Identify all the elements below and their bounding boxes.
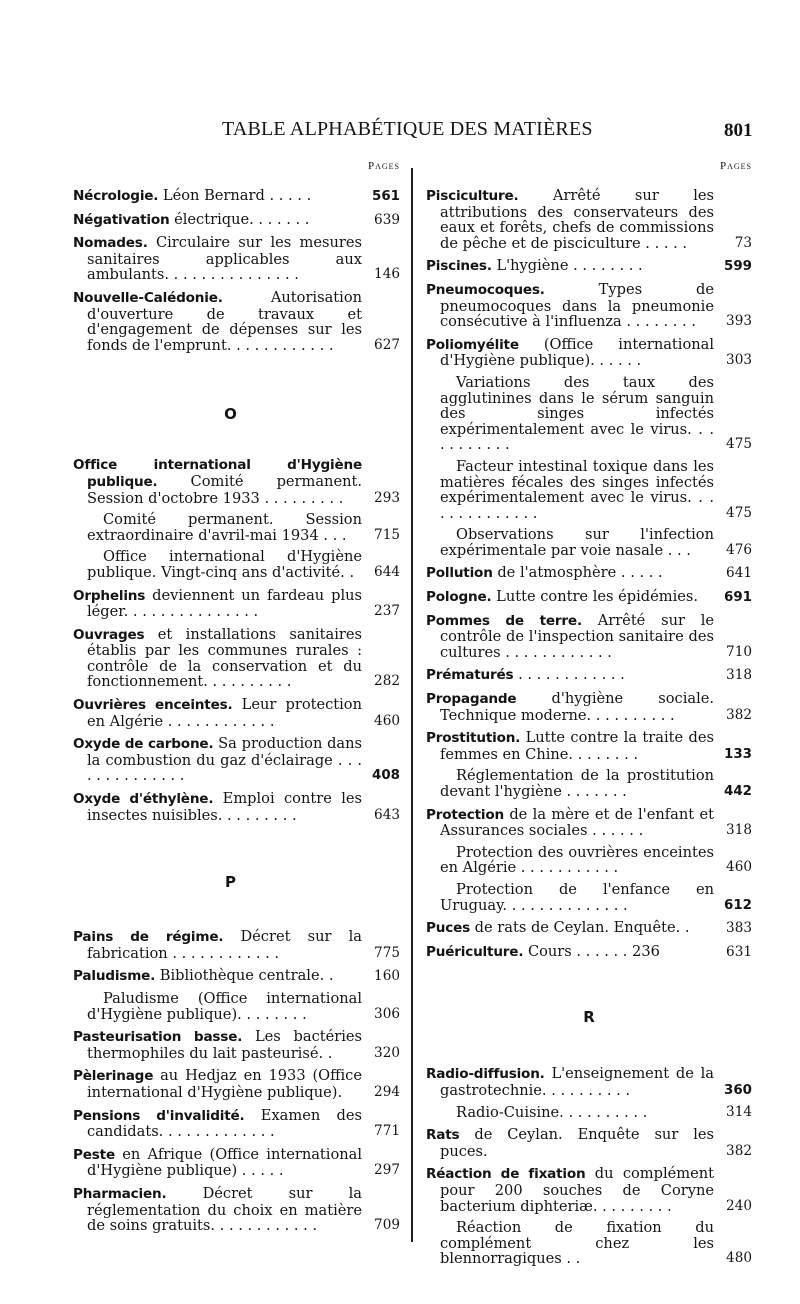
entry-description: et installations sanitaires établis par les communes rurales : contrôle de la conservation et du fonctionnement. . . . . . . . . . xyxy=(87,625,362,691)
entry-text xyxy=(73,1108,400,1140)
entry-text xyxy=(426,613,752,661)
entry-page-number: 475 xyxy=(726,504,752,521)
entry-description: Cours . . . . . . 236 xyxy=(527,942,660,960)
entry-heading: Pisciculture. xyxy=(426,188,519,204)
entry-description: Office international d'Hygiène publique. Vingt-cinq ans d'activité. . xyxy=(87,548,362,581)
index-entry xyxy=(426,920,752,937)
entry-page-number: 303 xyxy=(726,352,752,369)
index-entry xyxy=(73,235,400,283)
entry-heading: Nouvelle-Calédonie. xyxy=(73,289,223,306)
index-entry xyxy=(73,1068,400,1100)
entry-page-number: 293 xyxy=(374,489,400,506)
entry-text xyxy=(73,1068,400,1100)
index-entry xyxy=(73,549,400,580)
index-entry xyxy=(73,736,400,784)
entry-heading: Piscines. xyxy=(426,258,492,275)
entry-heading: Pollution xyxy=(426,565,493,582)
index-entry xyxy=(73,991,400,1022)
entry-page-number: 408 xyxy=(372,768,400,784)
index-entry xyxy=(426,691,752,723)
entry-text xyxy=(73,968,400,985)
entry-description: Radio-Cuisine. . . . . . . . . . xyxy=(456,1103,648,1121)
index-entry xyxy=(426,807,752,839)
entry-heading: Oxyde d'éthylène. xyxy=(73,791,214,808)
entry-description: Leur protection en Algérie . . . . . . . . . . . . xyxy=(87,696,362,730)
entry-heading: Pologne. xyxy=(426,589,492,606)
entry-page-number: 318 xyxy=(726,667,752,684)
index-entry xyxy=(426,845,752,876)
entry-description: . . . . . . . . . . . . xyxy=(518,666,625,684)
entry-text xyxy=(426,527,752,558)
entry-heading: Puériculture. xyxy=(426,943,524,960)
entry-page-number: 644 xyxy=(374,563,400,580)
entry-description: Examen des candidats. . . . . . . . . . . . . xyxy=(87,1106,362,1141)
entry-text xyxy=(73,457,400,506)
entry-heading: Propagande xyxy=(426,691,517,708)
entry-text xyxy=(73,235,400,283)
entry-description: Observations sur l'infection expérimentale par voie nasale . . . xyxy=(440,526,714,559)
entry-page-number: 314 xyxy=(726,1103,752,1120)
index-entry xyxy=(426,375,752,453)
entry-page-number: 771 xyxy=(374,1123,400,1140)
entry-text xyxy=(73,736,400,784)
entry-description: Protection des ouvrières enceintes en Algérie . . . . . . . . . . . xyxy=(440,843,714,877)
entry-description: de l'atmosphère . . . . . xyxy=(497,564,663,582)
entry-description: Types de pneumocoques dans la pneumonie consécutive à l'influenza . . . . . . . . xyxy=(440,280,714,331)
r-entries xyxy=(426,1066,752,1267)
entry-text xyxy=(426,667,752,684)
index-entry xyxy=(426,527,752,558)
entry-page-number: 476 xyxy=(726,541,752,558)
entry-description: Arrêté sur le contrôle de l'inspection sanitaire des cultures . . . . . . . . . . . . xyxy=(440,611,715,661)
entry-heading: Poliomyélite xyxy=(426,336,519,353)
entry-page-number: 639 xyxy=(374,211,400,228)
entry-page-number: 360 xyxy=(724,1082,752,1098)
entry-text xyxy=(426,944,752,961)
entry-description: Emploi contre les insectes nuisibles. . . . . . . . . xyxy=(87,790,362,824)
entry-description: deviennent un fardeau plus léger. . . . . . . . . . . . . . . xyxy=(87,586,362,621)
entry-page-number: 709 xyxy=(374,1217,400,1234)
entry-text xyxy=(426,589,752,606)
entry-heading: Prématurés xyxy=(426,667,514,684)
entry-heading: Pains de régime. xyxy=(73,929,224,946)
entry-heading: Peste xyxy=(73,1146,115,1163)
entry-page-number: 393 xyxy=(726,313,752,330)
entry-description: Les bactéries thermophiles du lait pasteurisé. . xyxy=(87,1028,363,1062)
entry-heading: Puces xyxy=(426,920,471,937)
entry-heading: Nécrologie. xyxy=(73,188,159,204)
index-entry xyxy=(73,1147,400,1179)
index-entry xyxy=(73,791,400,823)
entry-description: L'enseignement de la gastrotechnie. . . . . . . . . . xyxy=(440,1065,715,1099)
entry-text xyxy=(73,1186,400,1234)
entry-description: Sa production dans la combustion du gaz d'éclairage . . . . . . . . . . . . . . xyxy=(87,735,363,785)
index-entry xyxy=(73,1029,400,1061)
section-letter-p: P xyxy=(225,873,236,892)
p-entries-right xyxy=(426,188,752,960)
entry-description: Autorisation d'ouverture de travaux et d'engagement de dépenses sur les fonds de l'emprunt. . . . . . . . . . . . xyxy=(87,288,362,354)
entry-description: Réaction de fixation du complément chez les blennorragiques . . xyxy=(440,1219,714,1268)
entry-text xyxy=(73,512,400,543)
index-entry xyxy=(426,459,752,521)
entry-text xyxy=(73,627,400,690)
index-entry xyxy=(426,882,752,913)
entry-description: Arrêté sur les attributions des conservateurs des eaux et forêts, chefs de commissions de pêche et de pisciculture . . . . . xyxy=(440,187,714,252)
running-title: TABLE ALPHABÉTIQUE DES MATIÈRES xyxy=(222,118,593,140)
index-entry xyxy=(73,212,400,229)
o-entries xyxy=(73,457,400,823)
entry-description: en Afrique (Office international d'Hygiène publique) . . . . . xyxy=(87,1145,363,1180)
entry-text xyxy=(426,1066,752,1098)
entry-heading: Pharmacien. xyxy=(73,1185,167,1202)
entry-heading: Oxyde de carbone. xyxy=(73,736,214,753)
entry-text xyxy=(426,375,752,453)
entry-page-number: 294 xyxy=(374,1083,400,1100)
entry-page-number: 715 xyxy=(374,526,400,543)
entry-page-number: 133 xyxy=(724,746,752,762)
entry-page-number: 442 xyxy=(724,784,752,799)
entry-text xyxy=(426,1127,752,1159)
p-entries-left xyxy=(73,929,400,1234)
entry-text xyxy=(426,768,752,799)
entry-text xyxy=(73,697,400,729)
entry-description: de Ceylan. Enquête sur les puces. xyxy=(440,1126,715,1160)
entry-page-number: 561 xyxy=(372,189,400,204)
entry-text xyxy=(426,565,752,582)
entry-text xyxy=(73,929,400,961)
entry-text xyxy=(426,337,752,369)
entry-page-number: 627 xyxy=(374,336,400,353)
entry-heading: Office international d'Hygiène publique. xyxy=(73,457,362,490)
entry-text xyxy=(426,845,752,876)
entry-text xyxy=(73,549,400,580)
entry-text xyxy=(73,1147,400,1179)
running-header xyxy=(0,118,800,148)
index-entry xyxy=(426,337,752,369)
entry-heading: Pasteurisation basse. xyxy=(73,1029,243,1046)
entry-description: Facteur intestinal toxique dans les matières fécales des singes infectés expérimentalement avec le virus. . . . . . . . . . . . . . xyxy=(440,457,714,522)
index-entry xyxy=(73,929,400,961)
index-entry xyxy=(426,1105,752,1121)
entry-text xyxy=(73,1029,400,1061)
entry-description: Léon Bernard . . . . . xyxy=(162,187,312,204)
entry-page-number: 318 xyxy=(726,822,752,839)
entry-heading: Paludisme. xyxy=(73,968,156,985)
entry-heading: Prostitution. xyxy=(426,730,521,747)
entry-text xyxy=(426,807,752,839)
entry-page-number: 383 xyxy=(726,920,752,937)
column-divider xyxy=(411,168,413,1242)
entry-page-number: 160 xyxy=(374,968,400,985)
entry-page-number: 691 xyxy=(724,590,752,606)
index-entry xyxy=(426,613,752,661)
entry-text xyxy=(426,459,752,521)
page-number: 801 xyxy=(724,120,753,141)
entry-heading: Pèlerinage xyxy=(73,1068,154,1085)
entry-text xyxy=(426,920,752,937)
entry-description: électrique. . . . . . . xyxy=(174,210,310,228)
entry-text xyxy=(426,730,752,762)
entry-description: Lutte contre les épidémies. xyxy=(496,588,699,606)
entry-heading: Négativation xyxy=(73,211,170,228)
pages-label-right: Pages xyxy=(719,160,752,172)
entry-text xyxy=(426,1166,752,1214)
entry-page-number: 240 xyxy=(726,1197,752,1214)
entry-text xyxy=(73,991,400,1022)
entry-text xyxy=(426,188,752,251)
entry-text xyxy=(426,258,752,275)
index-entry xyxy=(73,627,400,690)
entry-description: au Hedjaz en 1933 (Office international d'Hygiène publique). xyxy=(87,1067,362,1101)
entry-heading: Pneumocoques. xyxy=(426,281,545,298)
entry-page-number: 146 xyxy=(374,266,400,283)
entry-text xyxy=(426,882,752,913)
section-letter-r: R xyxy=(583,1008,595,1027)
n-entries xyxy=(73,188,400,353)
index-entry xyxy=(426,944,752,961)
entry-text xyxy=(426,282,752,330)
left-column xyxy=(73,160,400,1234)
entry-page-number: 73 xyxy=(734,234,752,251)
entry-page-number: 320 xyxy=(374,1044,400,1061)
pages-label: Pages xyxy=(367,160,400,172)
entry-description: Réglementation de la prostitution devant l'hygiène . . . . . . . xyxy=(440,767,714,800)
index-entry xyxy=(73,290,400,353)
entry-description: Lutte contre la traite des femmes en Chine. . . . . . . . xyxy=(440,729,714,763)
index-entry xyxy=(426,282,752,330)
entry-description: du complément pour 200 souches de Coryne bacterium diphteriæ. . . . . . . . . xyxy=(440,1165,715,1215)
index-entry xyxy=(426,258,752,275)
entry-description: d'hygiène sociale. Technique moderne. . . . . . . . . . xyxy=(440,690,715,724)
entry-description: L'hygiène . . . . . . . . xyxy=(496,257,643,275)
entry-description: Circulaire sur les mesures sanitaires applicables aux ambulants. . . . . . . . . . . . . . . xyxy=(87,234,362,284)
entry-text xyxy=(73,290,400,353)
index-entry xyxy=(426,1220,752,1267)
index-entry xyxy=(73,457,400,506)
entry-page-number: 237 xyxy=(374,603,400,620)
entry-description: Paludisme (Office international d'Hygiène publique). . . . . . . . xyxy=(87,990,362,1023)
entry-page-number: 612 xyxy=(724,897,752,913)
right-column xyxy=(426,160,752,1267)
entry-heading: Ouvrières enceintes. xyxy=(73,697,233,714)
entry-description: Décret sur la réglementation du choix en matière de soins gratuits. . . . . . . . . . . . xyxy=(87,1184,363,1235)
entry-heading: Réaction de fixation xyxy=(426,1166,586,1183)
index-entry xyxy=(73,697,400,729)
entry-description: de rats de Ceylan. Enquête. . xyxy=(474,919,690,937)
entry-page-number: 297 xyxy=(374,1162,400,1179)
entry-text xyxy=(73,791,400,823)
entry-page-number: 460 xyxy=(374,712,400,729)
entry-heading: Pommes de terre. xyxy=(426,612,582,629)
entry-heading: Radio-diffusion. xyxy=(426,1066,545,1083)
index-entry xyxy=(426,1127,752,1159)
index-entry xyxy=(426,1166,752,1214)
index-entry xyxy=(73,188,400,205)
entry-text xyxy=(426,1220,752,1267)
entry-page-number: 631 xyxy=(726,943,752,960)
entry-description: Protection de l'enfance en Uruguay. . . . . . . . . . . . . . xyxy=(440,880,714,914)
entry-text xyxy=(73,588,400,620)
index-entry xyxy=(73,1108,400,1140)
index-entry xyxy=(426,667,752,684)
index-entry xyxy=(426,565,752,582)
entry-heading: Nomades. xyxy=(73,235,148,252)
entry-page-number: 282 xyxy=(374,673,400,690)
entry-page-number: 475 xyxy=(726,436,752,453)
index-entry xyxy=(426,589,752,606)
index-entry xyxy=(73,1186,400,1234)
index-entry xyxy=(73,512,400,543)
entry-description: Bibliothèque centrale. . xyxy=(159,967,334,985)
entry-page-number: 460 xyxy=(726,859,752,876)
entry-page-number: 641 xyxy=(726,565,752,582)
entry-text xyxy=(426,1105,752,1121)
entry-text xyxy=(73,188,400,205)
entry-page-number: 710 xyxy=(726,643,752,660)
entry-page-number: 643 xyxy=(374,806,400,823)
entry-description: Décret sur la fabrication . . . . . . . . . . . . xyxy=(87,928,362,962)
index-entry xyxy=(73,968,400,985)
index-entry xyxy=(426,188,752,251)
entry-description: (Office international d'Hygiène publique). . . . . . xyxy=(440,335,715,370)
section-letter-o: O xyxy=(224,405,237,424)
index-entry xyxy=(426,1066,752,1098)
entry-heading: Ouvrages xyxy=(73,626,145,643)
entry-heading: Pensions d'invalidité. xyxy=(73,1107,245,1124)
entry-page-number: 775 xyxy=(374,944,400,961)
index-entry xyxy=(426,730,752,762)
entry-heading: Protection xyxy=(426,806,504,823)
index-entry xyxy=(426,768,752,799)
entry-page-number: 382 xyxy=(726,1142,752,1159)
index-entry xyxy=(73,588,400,620)
entry-page-number: 599 xyxy=(724,259,752,275)
entry-description: Comité permanent. Session extraordinaire d'avril-mai 1934 . . . xyxy=(87,511,362,544)
entry-description: de la mère et de l'enfant et Assurances sociales . . . . . . xyxy=(440,805,714,840)
entry-description: Variations des taux des agglutinines dans le sérum sanguin des singes infectés expérimentalement avec le virus. . . . . . . . . . . xyxy=(440,373,714,454)
entry-description: Comité permanent. Session d'octobre 1933 . . . . . . . . . xyxy=(87,472,362,507)
entry-heading: Orphelins xyxy=(73,587,146,604)
entry-page-number: 382 xyxy=(726,706,752,723)
entry-page-number: 306 xyxy=(374,1005,400,1022)
entry-page-number: 480 xyxy=(726,1250,752,1267)
entry-text xyxy=(426,691,752,723)
entry-text xyxy=(73,212,400,229)
entry-heading: Rats xyxy=(426,1127,460,1144)
